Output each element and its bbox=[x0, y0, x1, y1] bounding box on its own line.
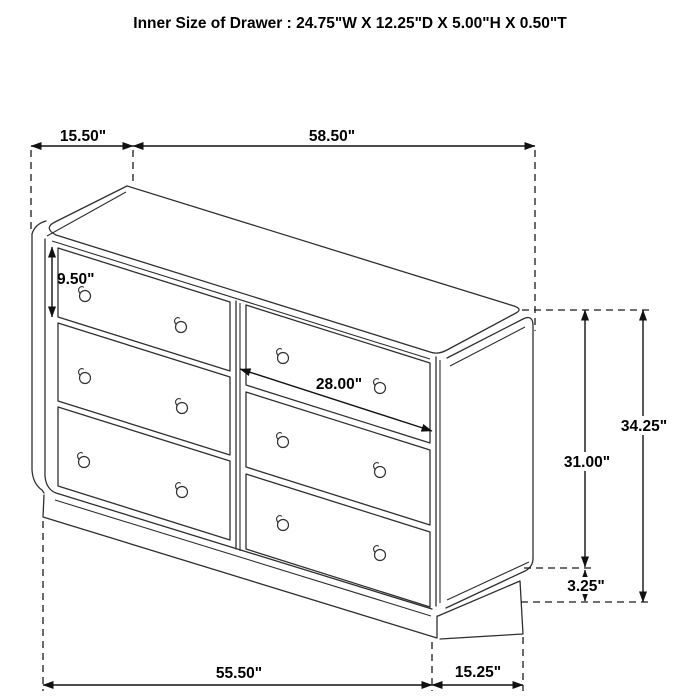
drawer-knob bbox=[77, 453, 89, 468]
drawer-knob bbox=[276, 433, 288, 448]
drawer-knob bbox=[174, 318, 186, 333]
dimension-label-top-drawer-height: 9.50" bbox=[57, 271, 95, 288]
dimension-labels bbox=[57, 128, 672, 682]
top-left-edge-line bbox=[47, 192, 126, 236]
dimension-lines bbox=[31, 146, 643, 685]
drawer-top-right bbox=[246, 305, 430, 443]
drawer-knob bbox=[175, 483, 187, 498]
page-title: Inner Size of Drawer : 24.75"W X 12.25"D X 5.00"H X 0.50"T bbox=[133, 15, 567, 32]
dresser-right-face bbox=[436, 318, 533, 608]
extension-lines bbox=[31, 150, 653, 691]
dimension-label-top-width: 58.50" bbox=[308, 128, 356, 145]
drawer-knob bbox=[175, 399, 187, 414]
dresser-base bbox=[43, 495, 523, 639]
dimension-label-body-height: 31.00" bbox=[563, 454, 611, 471]
drawer-middle-right bbox=[246, 392, 430, 525]
drawer-top-left bbox=[58, 248, 230, 371]
drawer-knob bbox=[373, 546, 385, 561]
drawer-knobs bbox=[77, 287, 385, 561]
dimension-label-side-depth: 15.25" bbox=[454, 664, 502, 681]
dimension-label-drawer-width: 28.00" bbox=[315, 376, 363, 393]
dresser-drawing bbox=[32, 186, 533, 639]
dimension-label-top-depth: 15.50" bbox=[59, 128, 107, 145]
drawer-knob bbox=[276, 516, 288, 531]
dimension-label-front-width: 55.50" bbox=[215, 665, 263, 682]
dimension-label-base-height: 3.25" bbox=[567, 578, 605, 595]
drawer-knob bbox=[78, 369, 90, 384]
top-front-edge-line bbox=[52, 241, 430, 359]
dresser-top-face bbox=[47, 186, 519, 359]
drawer-knob bbox=[373, 379, 385, 394]
drawer-knob bbox=[276, 349, 288, 364]
drawer-knob bbox=[78, 287, 90, 302]
drawer-middle-left bbox=[58, 323, 230, 455]
drawer-knob bbox=[373, 463, 385, 478]
dimension-label-overall-height: 34.25" bbox=[620, 418, 668, 435]
